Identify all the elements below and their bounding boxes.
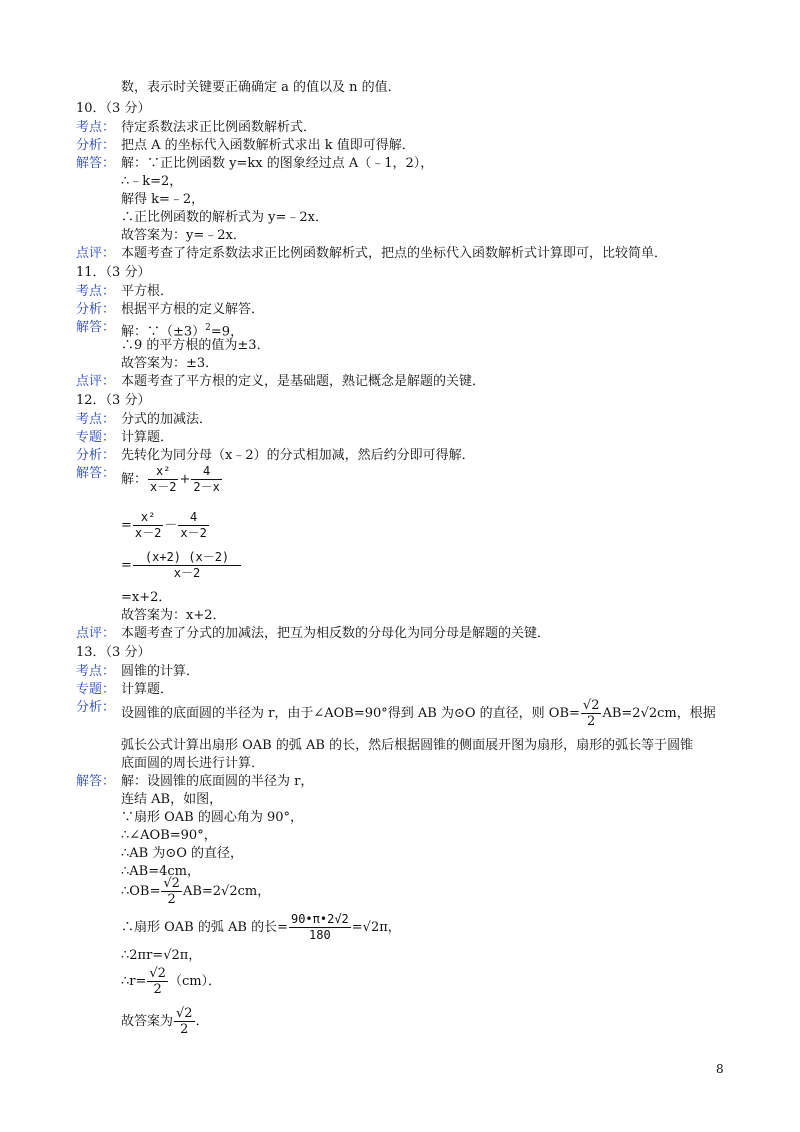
q12-fraction-3-num: x²	[133, 510, 163, 526]
q13-answer	[121, 1006, 209, 1037]
q13-arc-text: ∴扇形 OAB 的弧 AB 的长=	[121, 920, 288, 935]
q12-step1	[121, 464, 223, 495]
q11-kaodian-label: 考点：	[76, 284, 116, 299]
q12-fraction-3-den: x－2	[134, 526, 162, 540]
q13-r-text: ∴r=	[121, 974, 147, 989]
q10-solution-line4: ∴正比例函数的解析式为 y=﹣2x．	[121, 210, 328, 225]
q12-fraction-3	[133, 510, 163, 541]
q13-r-fraction-num: √2	[149, 966, 166, 981]
q13-answer-fraction-num: √2	[176, 1006, 193, 1021]
q12-header: 12．（3 分）	[76, 393, 151, 408]
page-number: 8	[716, 1062, 724, 1076]
q13-arc-equals: =	[351, 920, 363, 935]
q12-fraction-1-num: x²	[148, 464, 178, 480]
q13-ob-text: ∴OB=	[121, 884, 161, 899]
q12-fenxi-label: 分析：	[76, 448, 116, 463]
q12-fraction-2-den: 2－x	[193, 480, 220, 494]
q10-solution-line2: ∴﹣k=2，	[121, 174, 183, 189]
q12-equals-2: =	[121, 558, 132, 573]
q13-solution-line8	[121, 912, 401, 943]
q13-answer-fraction	[174, 1006, 195, 1037]
q13-answer-period: ．	[195, 1014, 209, 1029]
q11-exponent: 2	[205, 323, 211, 333]
q13-solution-line5: ∴AB 为⊙O 的直径，	[121, 846, 244, 861]
q12-fraction-1	[148, 464, 178, 495]
q12-fraction-5-num: (x+2) (x－2)	[133, 550, 241, 566]
q13-ob-sqrt: √2	[221, 884, 238, 899]
q13-jieda-label: 解答：	[76, 774, 116, 789]
q12-fraction-4-num: 4	[178, 510, 208, 526]
q13-solution-line7	[121, 876, 270, 907]
q13-solution-line1: 解：设圆锥的底面圆的半径为 r，	[121, 774, 314, 789]
q12-zhuanti-label: 专题：	[76, 430, 116, 445]
q12-plus: +	[179, 472, 191, 487]
q12-fraction-4	[178, 510, 208, 541]
q11-kaodian: 平方根．	[121, 284, 174, 299]
q13-fenxi-fraction-den: 2	[587, 714, 596, 729]
q13-solution-line2: 连结 AB，如图，	[121, 792, 223, 807]
q13-ob-ab: AB=2	[182, 884, 222, 899]
q12-fraction-5-den: x－2	[173, 566, 201, 580]
q11-dianping-label: 点评：	[76, 374, 116, 389]
q13-2pir-pi: π，	[179, 948, 202, 963]
q12-kaodian: 分式的加减法．	[121, 412, 213, 427]
q13-zhuanti: 计算题．	[121, 682, 174, 697]
q13-arc-fraction-num: 90•π•2√2	[290, 912, 349, 926]
q13-fenxi-sqrt: √2	[640, 706, 658, 721]
q12-step2	[121, 510, 210, 541]
q13-ob-unit: cm，	[237, 884, 271, 899]
q13-fenxi-line3: 底面圆的周长进行计算．	[121, 756, 265, 771]
q13-r-fraction-den: 2	[153, 982, 162, 997]
q13-solution-line9	[121, 948, 201, 964]
q10-jieda-label: 解答：	[76, 156, 116, 171]
q13-fenxi-line1	[121, 698, 716, 729]
q10-header: 10．（3 分）	[76, 101, 151, 116]
q13-fenxi-text-c: cm，根据	[657, 706, 716, 721]
q10-fenxi: 把点 A 的坐标代入函数解析式求出 k 值即可得解．	[121, 138, 415, 153]
q12-answer: 故答案为：x+2．	[121, 608, 226, 623]
q13-2pir-text: ∴2πr=	[121, 948, 164, 963]
q11-answer: 故答案为：±3．	[121, 356, 219, 371]
q13-kaodian: 圆锥的计算．	[121, 664, 200, 679]
q12-fraction-5	[133, 550, 241, 581]
q13-arc-pi: π，	[379, 920, 401, 935]
q13-fenxi-text-b: AB=2	[602, 706, 641, 721]
q12-fraction-2	[191, 464, 221, 495]
q10-kaodian-label: 考点：	[76, 120, 116, 135]
q13-solution-line10	[121, 966, 221, 997]
q12-dianping: 本题考查了分式的加减法，把互为相反数的分母化为同分母是解题的关键．	[121, 626, 551, 641]
q10-kaodian: 待定系数法求正比例函数解析式．	[121, 120, 317, 135]
q13-answer-fraction-den: 2	[180, 1022, 189, 1037]
q13-solution-line3: ∵扇形 OAB 的圆心角为 90°，	[121, 810, 304, 825]
q10-answer: 故答案为：y=﹣2x．	[121, 228, 246, 243]
q13-fenxi-fraction-num: √2	[582, 698, 600, 713]
q13-zhuanti-label: 专题：	[76, 682, 116, 697]
q13-solution-line4: ∴∠AOB=90°，	[121, 828, 217, 843]
q11-dianping: 本题考查了平方根的定义，是基础题，熟记概念是解题的关键．	[121, 374, 486, 389]
q12-fraction-2-num: 4	[191, 464, 221, 480]
q11-jieda-label: 解答：	[76, 320, 116, 335]
q11-header: 11．（3 分）	[76, 265, 151, 280]
q13-r-unit: （cm）．	[168, 974, 222, 989]
q10-solution-line1: 解：∵正比例函数 y=kx 的图象经过点 A（﹣1，2），	[121, 156, 434, 171]
q13-header: 13．（3 分）	[76, 645, 151, 660]
q12-fenxi: 先转化为同分母（x﹣2）的分式相加减，然后约分即可得解．	[121, 448, 475, 463]
q12-equals-1: =	[121, 518, 132, 533]
q12-jieda-label: 解答：	[76, 466, 116, 481]
q13-2pir-sqrt: √2	[163, 948, 180, 963]
q13-arc-fraction	[289, 912, 351, 943]
q11-solution-text: 解：∵（±3）	[121, 324, 206, 340]
q13-arc-fraction-den: 180	[309, 928, 331, 942]
q10-fenxi-label: 分析：	[76, 138, 116, 153]
q13-ob-fraction-den: 2	[167, 892, 176, 907]
q12-step3	[121, 550, 242, 581]
q13-ob-fraction-num: √2	[163, 876, 180, 891]
q13-arc-sqrt: √2	[362, 920, 380, 935]
q13-r-fraction	[147, 966, 168, 997]
q10-dianping: 本题考查了待定系数法求正比例函数解析式，把点的坐标代入函数解析式计算即可，比较简单．	[121, 246, 668, 261]
q12-zhuanti: 计算题．	[121, 430, 174, 445]
q12-dianping-label: 点评：	[76, 626, 116, 641]
q10-dianping-label: 点评：	[76, 246, 116, 261]
q11-fenxi-label: 分析：	[76, 302, 116, 317]
q13-fenxi-label: 分析：	[76, 700, 116, 715]
q13-fenxi-line2: 弧长公式计算出扇形 OAB 的弧 AB 的长，然后根据圆锥的侧面展开图为扇形，扇形的弧长等于圆锥	[121, 738, 694, 753]
q12-jie-prefix: 解：	[121, 472, 148, 487]
q12-fraction-4-den: x－2	[180, 526, 207, 540]
q10-solution-line3: 解得 k=﹣2，	[121, 192, 205, 207]
q12-fraction-1-den: x－2	[150, 480, 177, 494]
continued-text: 数，表示时关键要正确确定 a 的值以及 n 的值．	[121, 80, 401, 95]
q11-solution-line2: ∴9 的平方根的值为±3．	[121, 338, 270, 353]
q12-minus: －	[164, 518, 178, 533]
q12-kaodian-label: 考点：	[76, 412, 116, 427]
q13-fenxi-text-a: 设圆锥的底面圆的半径为 r，由于∠AOB=90°得到 AB 为⊙O 的直径，则 OB=	[121, 706, 580, 721]
q13-solution-line6: ∴AB=4cm，	[121, 864, 200, 879]
q11-solution-value: =9，	[210, 324, 244, 340]
q13-ob-fraction	[161, 876, 182, 907]
q13-answer-text: 故答案为	[121, 1014, 174, 1029]
q13-fenxi-fraction	[581, 698, 602, 729]
q12-result: =x+2．	[121, 590, 172, 605]
q11-fenxi: 根据平方根的定义解答．	[121, 302, 265, 317]
q13-kaodian-label: 考点：	[76, 664, 116, 679]
